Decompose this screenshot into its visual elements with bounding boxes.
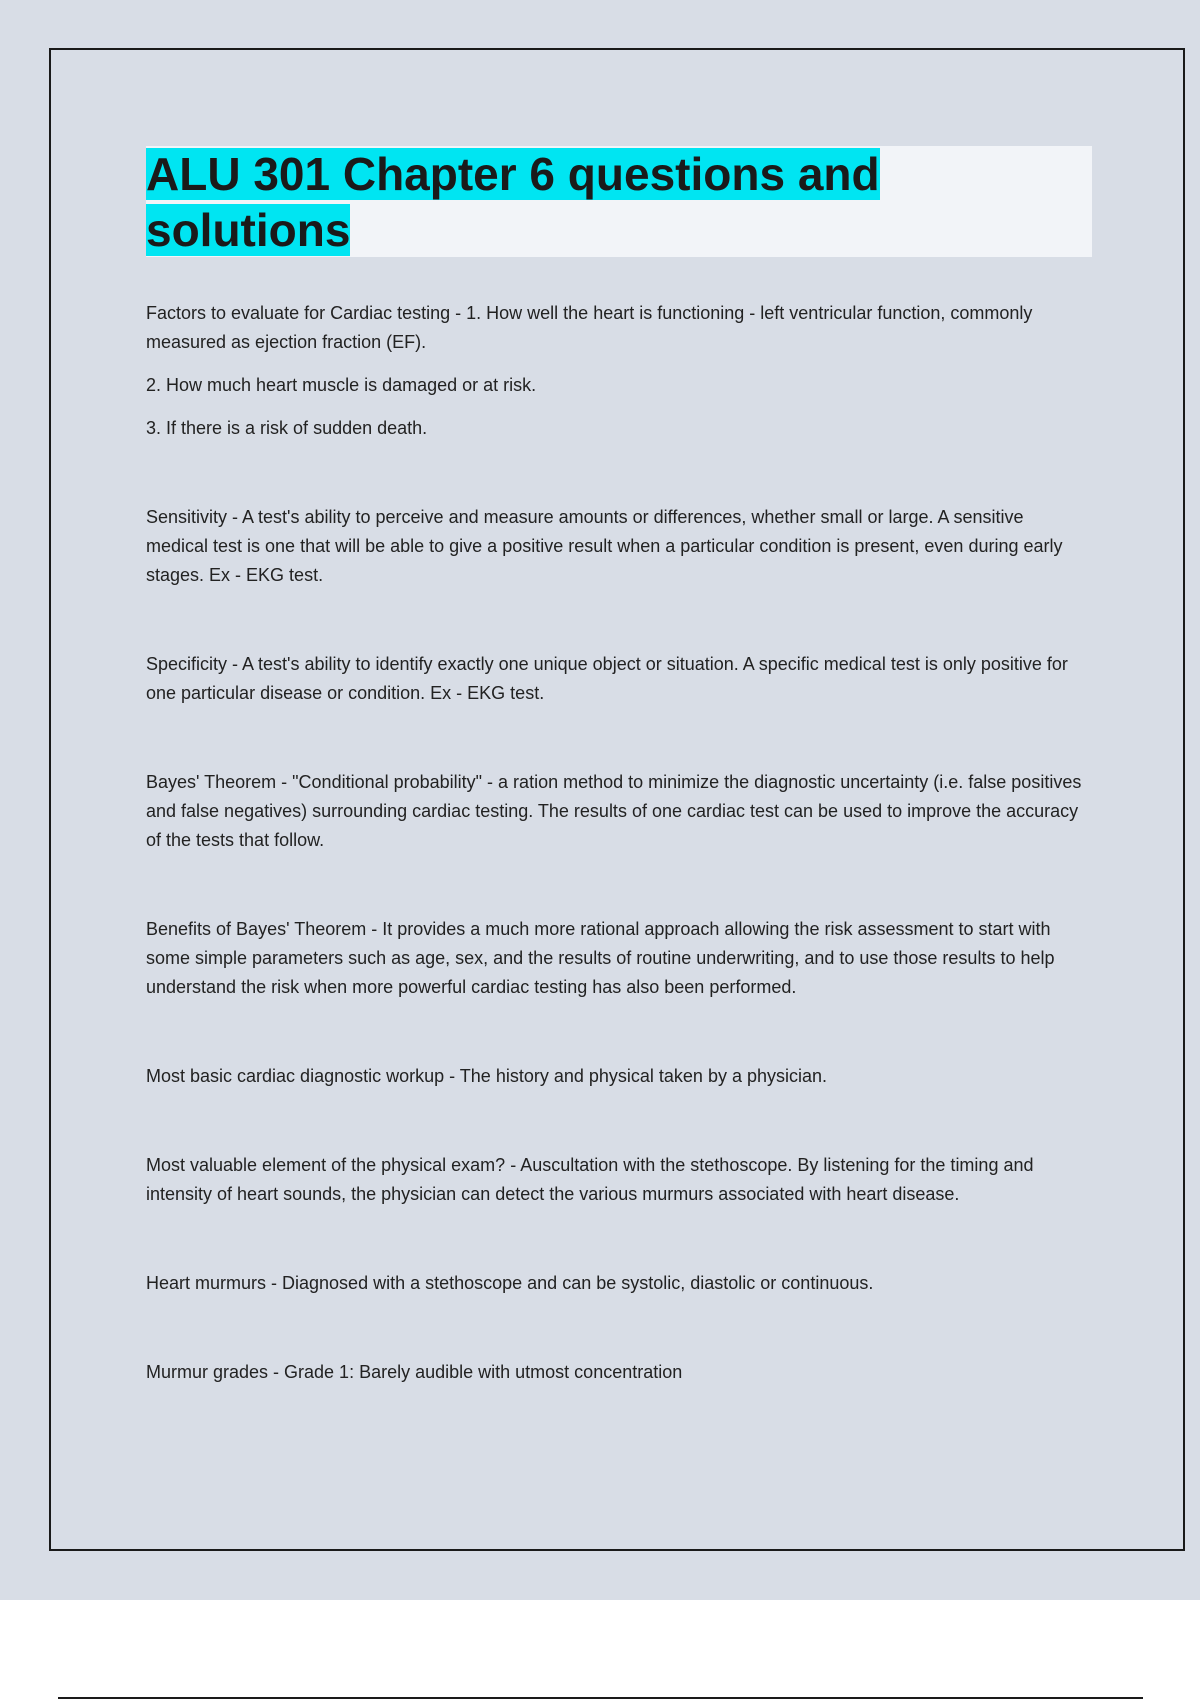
- paragraph-murmur-grades: Murmur grades - Grade 1: Barely audible with utmost concentration: [146, 1362, 683, 1382]
- paragraph-physical-exam: Most valuable element of the physical exam? - Auscultation with the stethoscope. By listening for the timing and intensity of heart sounds, the physician can detect the various murmurs associated with heart disease.: [146, 1155, 1034, 1204]
- title-line-2: solutions: [146, 204, 351, 256]
- paragraph-sensitivity: Sensitivity - A test's ability to perceive and measure amounts or differences, whether small or large. A sensitive medical test is one that will be able to give a positive result when a particular condition is present, even during early stages. Ex - EKG test.: [146, 507, 1063, 585]
- paragraph-cardiac-factors: Factors to evaluate for Cardiac testing - 1. How well the heart is functioning - left ventricular function, commonly measured as ejection fraction (EF).: [146, 303, 1033, 352]
- paragraph-heart-murmurs: Heart murmurs - Diagnosed with a stethoscope and can be systolic, diastolic or continuous.: [146, 1273, 874, 1293]
- paragraph-heart-muscle-damage: 2. How much heart muscle is damaged or at risk.: [146, 375, 537, 395]
- document-body: [146, 299, 1086, 1387]
- paragraph-bayes-theorem: Bayes' Theorem - "Conditional probability" - a ration method to minimize the diagnostic uncertainty (i.e. false positives and false negatives) surrounding cardiac testing. The results of one cardiac test can be used to improve the accuracy of the tests that follow.: [146, 772, 1082, 850]
- title-block: [146, 146, 1092, 257]
- paragraph-sudden-death: 3. If there is a risk of sudden death.: [146, 418, 428, 438]
- title-line-1: ALU 301 Chapter 6 questions and: [146, 148, 880, 200]
- document-title: [146, 146, 1092, 258]
- paragraph-specificity: Specificity - A test's ability to identify exactly one unique object or situation. A specific medical test is only positive for one particular disease or condition. Ex - EKG test.: [146, 654, 1068, 703]
- paragraph-bayes-benefits: Benefits of Bayes' Theorem - It provides a much more rational approach allowing the risk assessment to start with some simple parameters such as age, sex, and the results of routine underwriting, and to use those results to help understand the risk when more powerful cardiac testing has also been performed.: [146, 919, 1055, 997]
- paragraph-basic-workup: Most basic cardiac diagnostic workup - The history and physical taken by a physician.: [146, 1066, 828, 1086]
- footer-divider: [58, 1697, 1143, 1699]
